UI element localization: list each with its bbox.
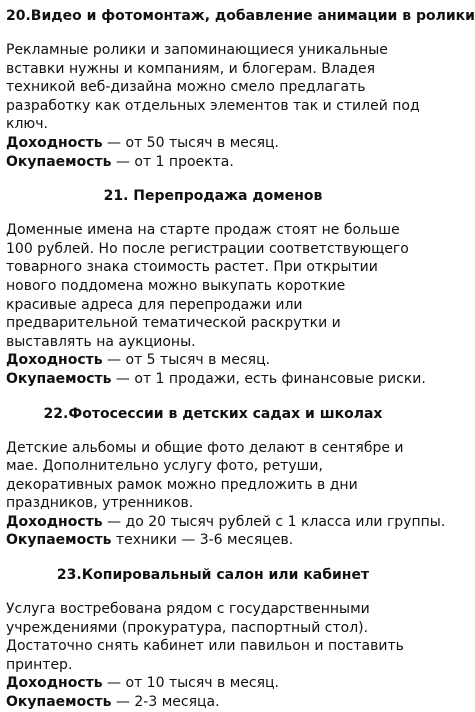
section-gap xyxy=(6,550,420,565)
section-video-editing xyxy=(6,6,475,171)
payback-label: Окупаемость xyxy=(6,694,112,711)
income-value: — от 10 тысяч в месяц. xyxy=(102,675,279,692)
payback-line xyxy=(6,531,420,550)
section-domain-resale xyxy=(6,186,426,388)
income-line xyxy=(6,134,420,153)
payback-label: Окупаемость xyxy=(6,153,112,170)
income-value: — от 5 тысяч в месяц. xyxy=(102,352,271,369)
section-copy-center xyxy=(6,565,420,712)
income-value: — до 20 тысяч рублей с 1 класса или группы. xyxy=(102,513,446,530)
section-heading: 21. Перепродажа доменов xyxy=(103,188,323,205)
payback-label: Окупаемость xyxy=(6,370,112,387)
income-label: Доходность xyxy=(6,134,103,151)
section-heading: 23.Копировальный салон или кабинет xyxy=(56,567,370,584)
income-line xyxy=(6,513,446,532)
payback-value: техники — 3-6 месяцев. xyxy=(111,532,294,549)
income-label: Доходность xyxy=(6,675,103,692)
payback-line xyxy=(6,693,420,712)
payback-line xyxy=(6,370,426,389)
income-line xyxy=(6,674,420,693)
payback-value: — от 1 проекта. xyxy=(111,153,234,170)
section-body: Доменные имена на старте продаж стоят не больше 100 рублей. Но после регистрации соответствующего товарного знака стоимость растет. При открытии нового поддомена можно выкупать короткие красивые адреса для перепродажи или предварительной тематической раскрутки и выставлять на аукционы. xyxy=(6,222,409,350)
payback-line xyxy=(6,153,420,172)
section-body: Услуга востребована рядом с государственными учреждениями (прокуратура, паспортный стол). Достаточно снять кабинет или павильон и поставить принтер. xyxy=(6,601,404,673)
section-gap xyxy=(6,171,420,186)
payback-value: — 2-3 месяца. xyxy=(111,694,220,711)
payback-value: — от 1 продажи, есть финансовые риски. xyxy=(111,370,426,387)
section-heading: 22.Фотосессии в детских садах и школах xyxy=(43,405,383,422)
section-heading: 20.Видео и фотомонтаж, добавление анимации в ролики xyxy=(6,8,475,24)
income-label: Доходность xyxy=(6,513,103,530)
income-label: Доходность xyxy=(6,352,103,369)
section-body: Рекламные ролики и запоминающиеся уникальные вставки нужны и компаниям, и блогерам. Владея техникой веб-дизайна можно смело предлагать разработку как отдельных элементов так и стилей под ключ. xyxy=(6,42,420,133)
section-body: Детские альбомы и общие фото делают в сентябре и мае. Дополнительно услугу фото, ретуши, декоративных рамок можно предложить в дни праздников, утренников. xyxy=(6,439,404,512)
section-gap xyxy=(6,389,420,404)
income-value: — от 50 тысяч в месяц. xyxy=(102,134,279,151)
section-school-photos xyxy=(6,404,446,551)
income-line xyxy=(6,351,420,370)
payback-label: Окупаемость xyxy=(6,532,112,549)
